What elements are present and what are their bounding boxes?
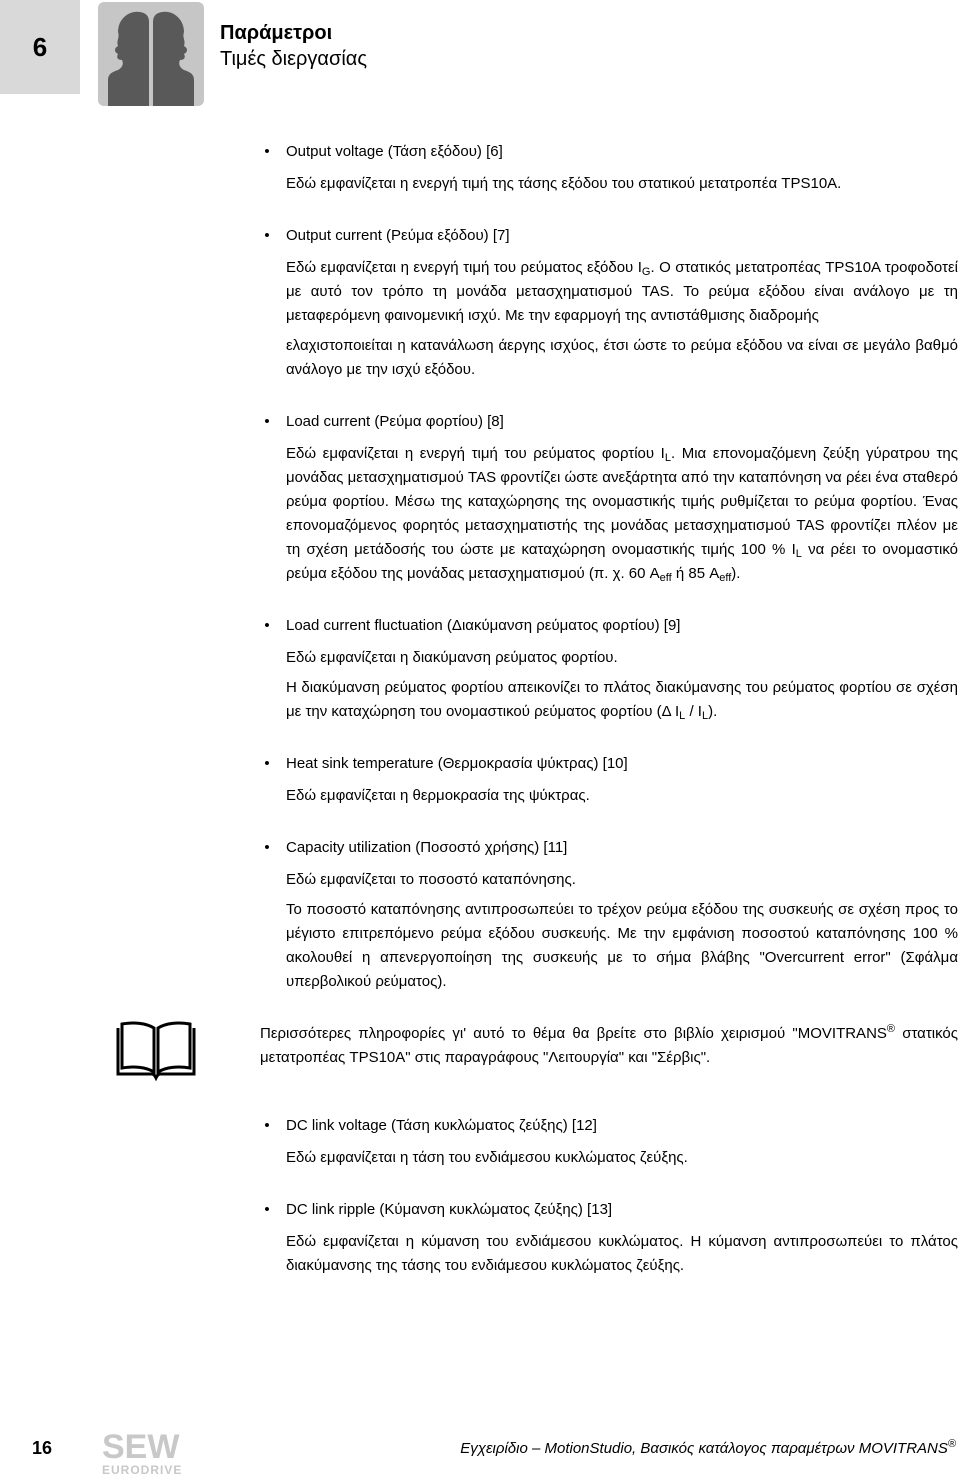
footer-text: Εγχειρίδιο – MotionStudio, Βασικός κατάλογος παραμέτρων MOVITRANS® bbox=[460, 1438, 956, 1457]
item-text: Εδώ εμφανίζεται η κύμανση του ενδιάμεσου κυκλώματος. Η κύμανση αντιπροσωπεύει το πλάτος διακύμανσης της τάσης του ενδιάμεσου κυκλώματος ζεύξης. bbox=[286, 1233, 958, 1274]
note-text: Περισσότερες πληροφορίες γι' αυτό το θέμα θα βρείτε στο βιβλίο χειρισμού "MOVITRANS® στατικός μετατροπέας TPS10A" στις παραγράφους "Λειτουργία" και "Σέρβις". bbox=[260, 1023, 958, 1066]
page-number: 16 bbox=[32, 1438, 53, 1458]
list-item bbox=[264, 752, 958, 808]
main-content bbox=[260, 140, 958, 1278]
bullet: • bbox=[264, 839, 270, 856]
bullet: • bbox=[264, 413, 270, 430]
item-title: Load current (Ρεύμα φορτίου) [8] bbox=[286, 413, 504, 430]
faces-icon bbox=[98, 2, 204, 106]
item-text: Το ποσοστό καταπόνησης αντιπροσωπεύει το τρέχον ρεύμα εξόδου της συσκευής σε σχέση προς το μέγιστο επιτρεπόμενο ρεύμα εξόδου συσκευής. Με την εμφάνιση ποσοστού καταπόνησης 100 % ακολουθεί η απενεργοποίηση της συσκευής με το σήμα βλάβης "Overcurrent error" (Σφάλμα υπερβολικού ρεύματος). bbox=[286, 901, 958, 990]
book-icon bbox=[114, 1020, 198, 1082]
item-text: Η διακύμανση ρεύματος φορτίου απεικονίζει το πλάτος διακύμανσης του ρεύματος φορτίου σε σχέση με την καταχώρηση του ονομαστικού ρεύματος φορτίου (Δ $I_L / I_L$). bbox=[286, 679, 958, 722]
list-item bbox=[264, 836, 958, 994]
item-title: Load current fluctuation (Διακύμανση ρεύματος φορτίου) [9] bbox=[286, 617, 681, 634]
item-title: Capacity utilization (Ποσοστό χρήσης) [11] bbox=[286, 839, 568, 856]
item-text: Εδώ εμφανίζεται η τάση του ενδιάμεσου κυκλώματος ζεύξης. bbox=[286, 1149, 688, 1166]
item-text: Εδώ εμφανίζεται η ενεργή τιμή της τάσης εξόδου του στατικού μετατροπέα TPS10A. bbox=[286, 175, 842, 192]
item-text: Εδώ εμφανίζεται η ενεργή τιμή του ρεύματος εξόδου $I_G$. Ο στατικός μετατροπέας TPS10A τροφοδοτεί με αυτό τον τρόπο τη μονάδα μετασχηματισμού TAS. Το ρεύμα εξόδου είναι ανάλογο με τη μεταφερόμενη φαινομενική ισχύ. Με την εφαρμογή της αντιστάθμισης διαδρομής bbox=[286, 259, 958, 324]
bullet: • bbox=[264, 617, 270, 634]
page-title: Παράμετροι bbox=[220, 22, 333, 44]
svg-text:EURODRIVE: EURODRIVE bbox=[102, 1463, 183, 1476]
bullet: • bbox=[264, 1201, 270, 1218]
item-title: Heat sink temperature (Θερμοκρασία ψύκτρας) [10] bbox=[286, 755, 628, 772]
list-item bbox=[264, 224, 958, 382]
page-subtitle: Τιμές διεργασίας bbox=[220, 48, 367, 70]
list-item bbox=[264, 614, 958, 724]
item-text: Εδώ εμφανίζεται η διακύμανση ρεύματος φορτίου. bbox=[286, 649, 618, 666]
chapter-number: 6 bbox=[0, 0, 80, 94]
item-text: ελαχιστοποιείται η κατανάλωση άεργης ισχύος, έτσι ώστε το ρεύμα εξόδου να είναι σε μεγάλο βαθμό ανάλογο με την ισχύ εξόδου. bbox=[286, 337, 958, 378]
bullet: • bbox=[264, 227, 270, 244]
item-text: Εδώ εμφανίζεται το ποσοστό καταπόνησης. bbox=[286, 871, 576, 888]
sew-eurodrive-logo bbox=[100, 1428, 212, 1476]
list-item bbox=[264, 1198, 958, 1278]
item-title: DC link voltage (Τάση κυκλώματος ζεύξης) [12] bbox=[286, 1117, 597, 1134]
item-text: Εδώ εμφανίζεται η θερμοκρασία της ψύκτρας. bbox=[286, 787, 590, 804]
list-item bbox=[264, 140, 958, 196]
item-text: Εδώ εμφανίζεται η ενεργή τιμή του ρεύματος φορτίου $I_L$. Μια επονομαζόμενη ζεύξη γύρατρου της μονάδας μετασχηματισμού TAS φροντίζει ώστε ανεξάρτητα από την καταπόνηση να ρέει ένα σταθερό ρεύμα φορτίου. Μέσω της καταχώρησης της ονομαστικής τιμής ρυθμίζεται το ρεύμα φορτίου. Ένας επονομαζόμενος φορητός μετασχηματιστής της μονάδας μετασχηματισμού TAS φροντίζει πλέον με τη σχέση μετάδοσής του ώστε με καταχώρηση ονομαστικής τιμής 100 % $I_L$ να ρέει το ονομαστικό ρεύμα εξόδου της μονάδας μετασχηματισμού (π. χ. 60 $A_{eff}$ ή 85 $A_{eff}$). bbox=[286, 445, 958, 584]
bullet: • bbox=[264, 755, 270, 772]
item-title: DC link ripple (Κύμανση κυκλώματος ζεύξης) [13] bbox=[286, 1201, 613, 1218]
svg-text:SEW: SEW bbox=[102, 1428, 180, 1466]
item-title: Output voltage (Τάση εξόδου) [6] bbox=[286, 143, 503, 160]
reference-note bbox=[260, 1022, 958, 1070]
list-item bbox=[264, 410, 958, 586]
bullet: • bbox=[264, 1117, 270, 1134]
bullet: • bbox=[264, 143, 270, 160]
item-title: Output current (Ρεύμα εξόδου) [7] bbox=[286, 227, 510, 244]
list-item bbox=[264, 1114, 958, 1170]
